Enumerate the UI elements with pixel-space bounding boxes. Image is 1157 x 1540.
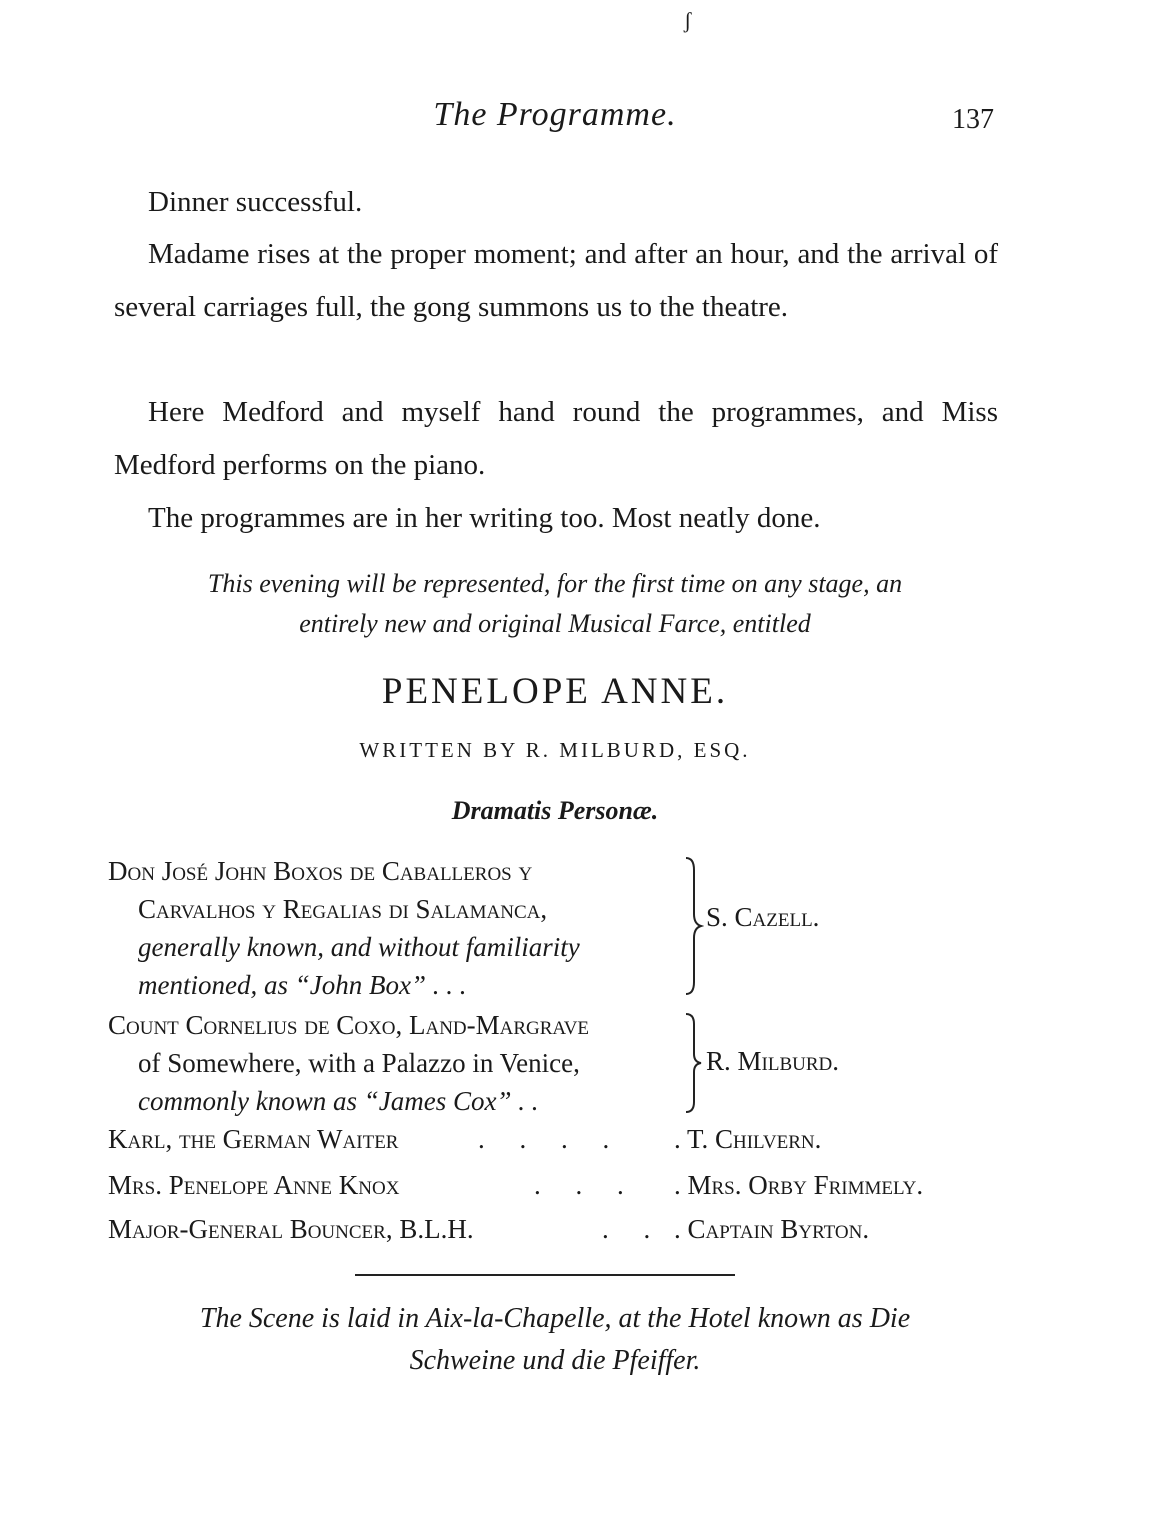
announcement-line-2: entirely new and original Musical Farce, entitled bbox=[299, 609, 811, 638]
paragraph-1: Dinner successful. bbox=[148, 186, 363, 218]
cast-actor-4-text: Mrs. Orby Frimmely. bbox=[687, 1170, 924, 1200]
announcement bbox=[110, 564, 1000, 644]
paragraph-3: Here Medford and myself hand round the programmes, and Miss Medford performs on the piano. bbox=[114, 396, 998, 481]
cast-role-4: Mrs. Penelope Anne Knox bbox=[108, 1170, 400, 1200]
cast-dots-3: . . . . bbox=[478, 1124, 624, 1154]
cast-dots-5: . . bbox=[602, 1214, 665, 1244]
paragraph-4: The programmes are in her writing too. Most neatly done. bbox=[148, 502, 821, 534]
cast-role-1-line-4: mentioned, as “John Box” . . . bbox=[138, 970, 467, 1000]
brace-2 bbox=[684, 1012, 704, 1114]
cast-role-1 bbox=[108, 852, 580, 1004]
page-number: 137 bbox=[952, 104, 994, 135]
cast-role-2-line-1: Count Cornelius de Coxo, Land-Margrave bbox=[108, 1010, 590, 1040]
running-head: The Programme. bbox=[433, 96, 677, 133]
cast-actor-3-text: T. Chilvern. bbox=[687, 1124, 822, 1154]
scene-note bbox=[110, 1298, 1000, 1382]
cast-dots-4: . . . bbox=[534, 1170, 638, 1200]
cast-role-1-line-3: generally known, and without familiarity bbox=[138, 932, 580, 962]
announcement-line-1: This evening will be represented, for the first time on any stage, an bbox=[207, 569, 903, 598]
cast-role-1-line-2: Carvalhos y Regalias di Salamanca, bbox=[138, 894, 548, 924]
cast-actor-3: . T. Chilvern. bbox=[674, 1124, 822, 1154]
cast-role-3 bbox=[108, 1124, 398, 1155]
cast-role-2 bbox=[108, 1006, 589, 1120]
page-mark: ʃ bbox=[684, 8, 692, 33]
divider-rule bbox=[355, 1274, 735, 1276]
cast-role-3-text: Karl, the German Waiter bbox=[108, 1124, 399, 1154]
cast-actor-1: S. Cazell. bbox=[706, 902, 820, 932]
cast-actor-5: . Captain Byrton. bbox=[674, 1214, 870, 1244]
cast-role-5: Major-General Bouncer, B.L.H. bbox=[108, 1214, 474, 1244]
cast-actor-2: R. Milburd. bbox=[706, 1046, 839, 1076]
cast-role-2-line-3: commonly known as “James Cox” . . bbox=[138, 1086, 539, 1116]
cast-actor-5-text: Captain Byrton. bbox=[687, 1214, 870, 1244]
dramatis-heading: Dramatis Personæ. bbox=[451, 796, 659, 825]
cast-role-2-line-2: of Somewhere, with a Palazzo in Venice, bbox=[138, 1048, 580, 1078]
scene-line-2: Schweine und die Pfeiffer. bbox=[409, 1345, 701, 1376]
play-title: PENELOPE ANNE. bbox=[381, 671, 729, 712]
written-by: WRITTEN BY R. MILBURD, ESQ. bbox=[359, 738, 751, 762]
brace-1 bbox=[684, 856, 704, 996]
cast-role-1-line-1: Don José John Boxos de Caballeros y bbox=[108, 856, 533, 886]
paragraph-2: Madame rises at the proper moment; and after an hour, and the arrival of several carriages full, the gong summons us to the theatre. bbox=[114, 238, 998, 323]
cast-actor-4: . Mrs. Orby Frimmely. bbox=[674, 1170, 924, 1200]
scene-line-1: The Scene is laid in Aix-la-Chapelle, at the Hotel known as Die bbox=[199, 1303, 911, 1334]
